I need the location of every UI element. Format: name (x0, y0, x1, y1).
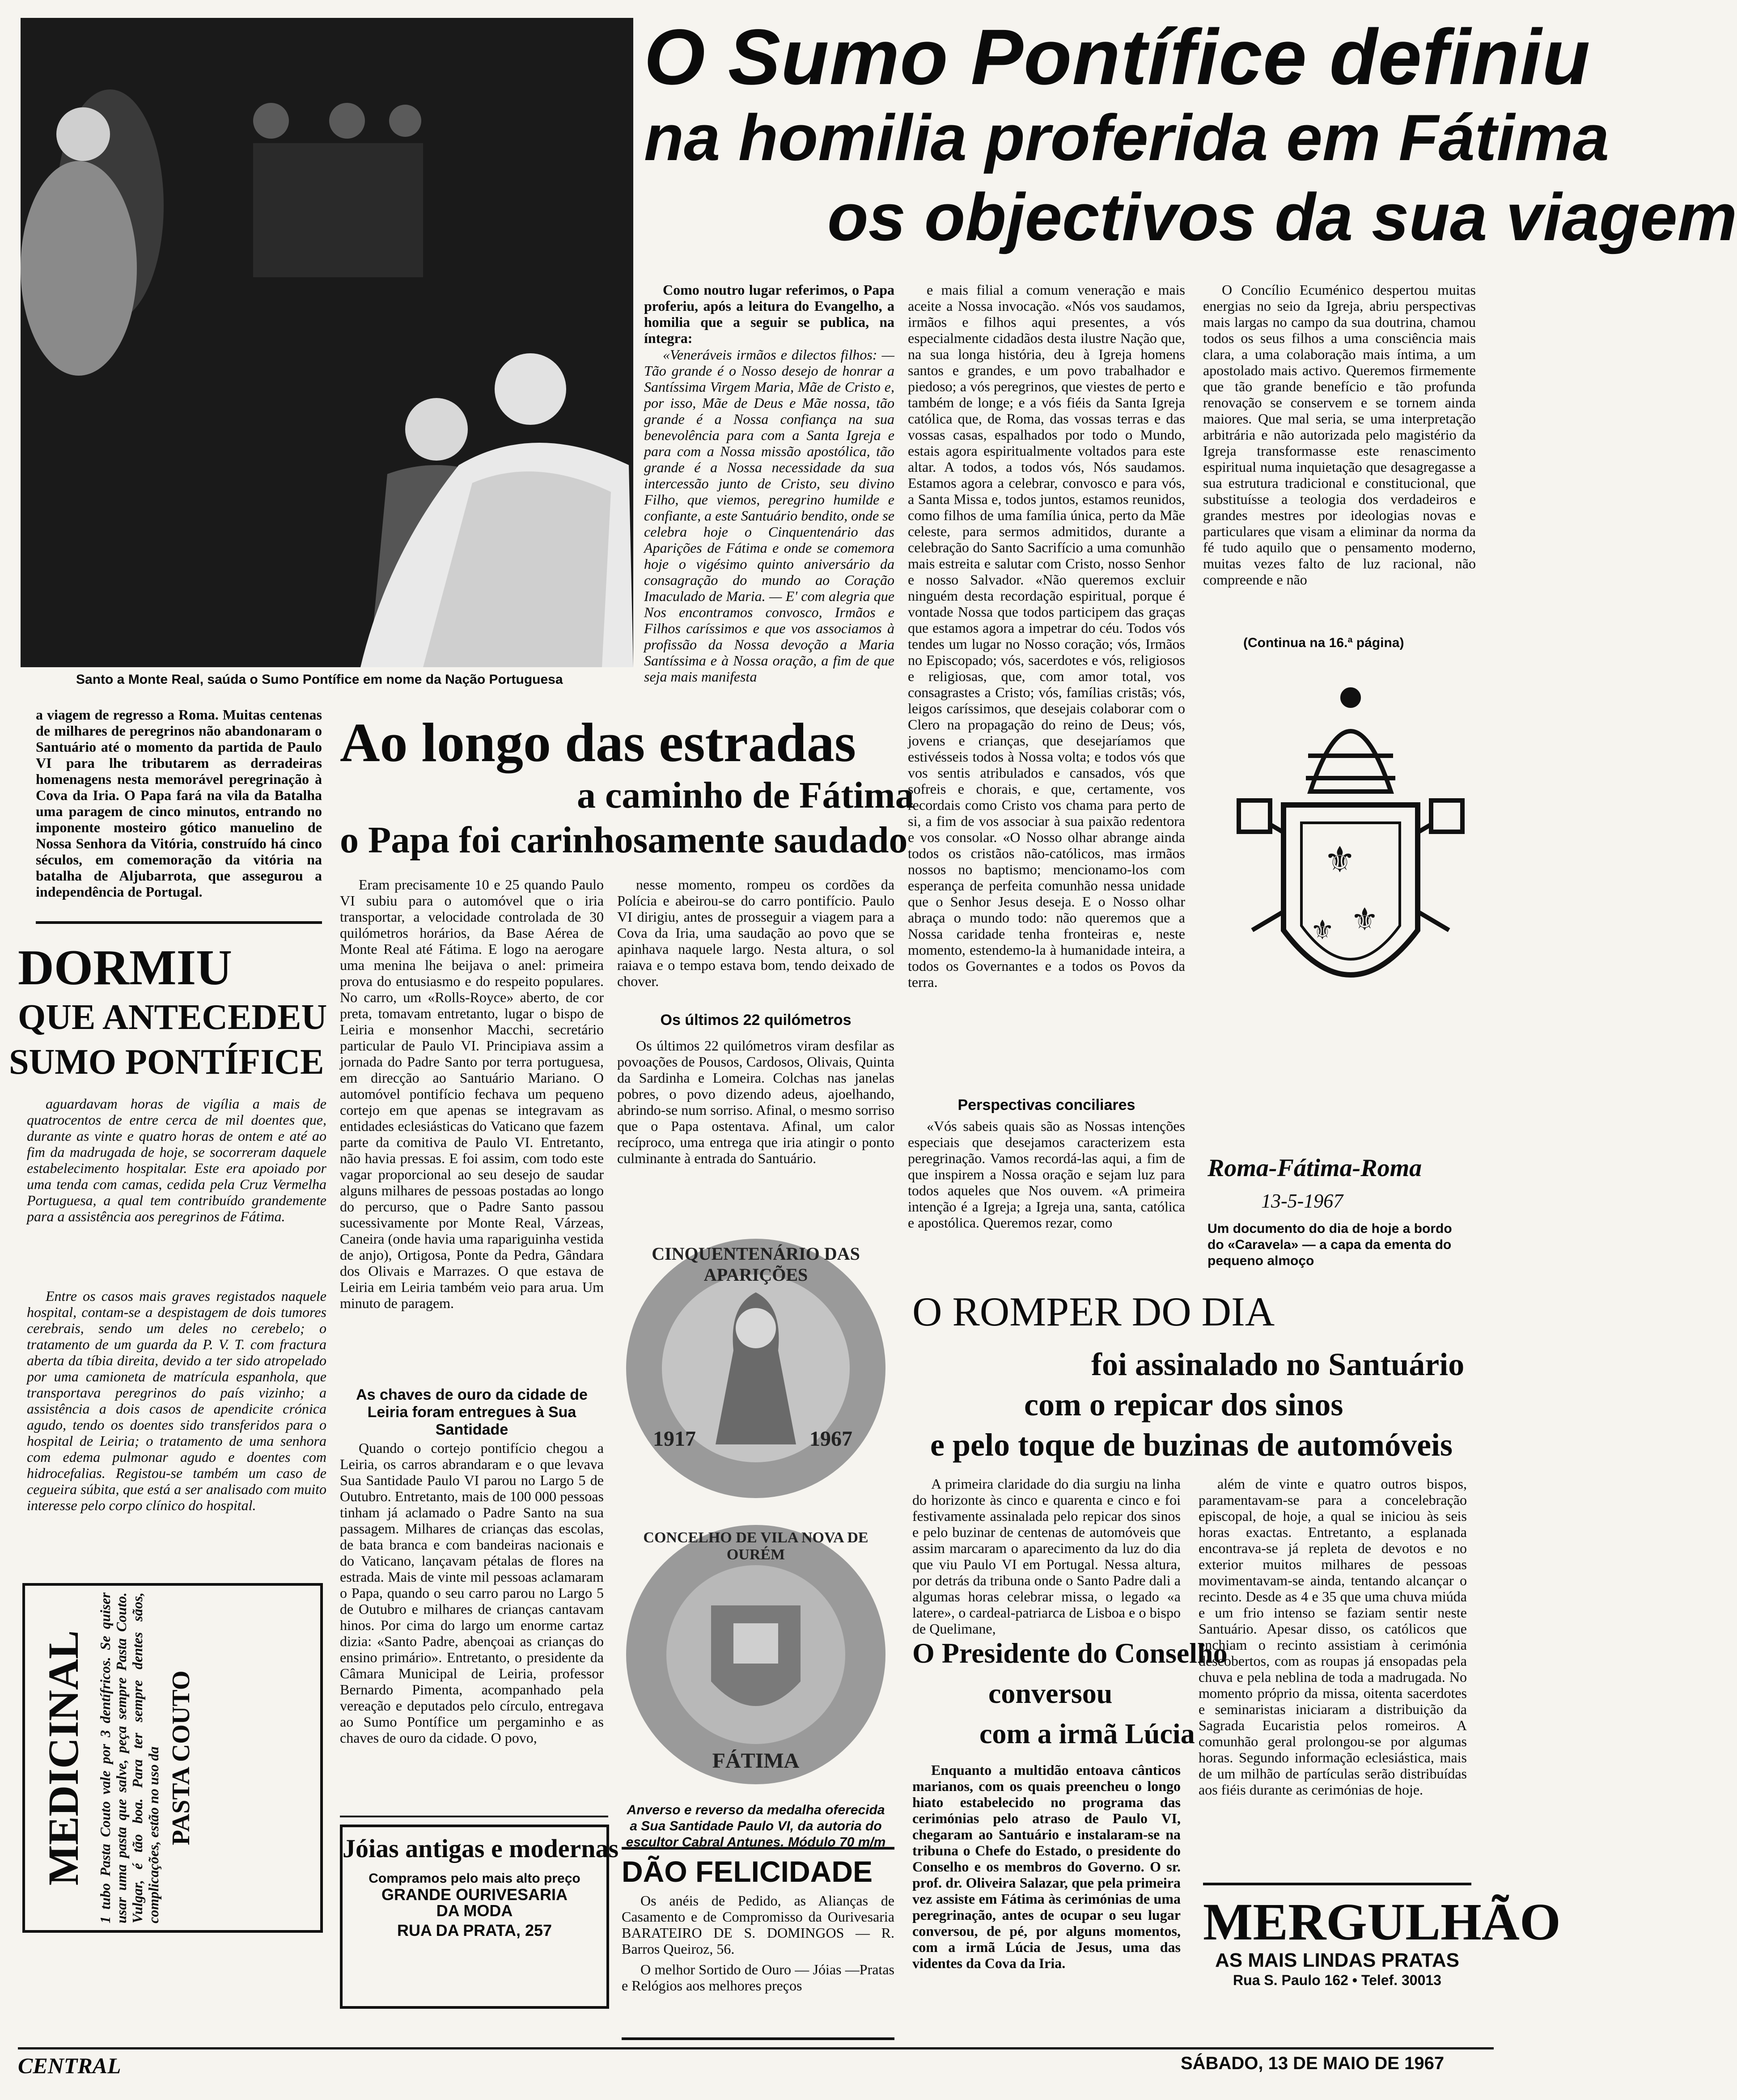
ad-medicinal-brand: PASTA COUTO (167, 1670, 195, 1846)
ad-mergulhao-line-1: AS MAIS LINDAS PRATAS (1215, 1949, 1459, 1971)
presidente-title-1: O Presidente do Conselho (912, 1637, 1228, 1669)
dormiu-line-1: DORMIU (18, 940, 233, 995)
ad-joias-line-4: RUA DA PRATA, 257 (397, 1921, 552, 1939)
estradas-km-sub: Os últimos 22 quilómetros (660, 1012, 852, 1029)
romper-title-3: com o repicar dos sinos (1024, 1387, 1343, 1423)
ad-medicinal-title: MEDICINAL (39, 1630, 87, 1886)
estradas-title-2: a caminho de Fátima (577, 775, 914, 816)
medal-year-1: 1917 (653, 1427, 696, 1451)
papal-emblem (1234, 680, 1467, 1029)
ad-dao-p2: O melhor Sortido de Ouro — Jóias —Pratas e Relógios aos melhores preços (622, 1961, 894, 1994)
menu-caption: Um documento do dia de hoje a bordo do «Caravela» — a capa da ementa do pequeno almoço (1207, 1221, 1452, 1268)
romper-title-1: O ROMPER DO DIA (912, 1289, 1275, 1334)
headline-line-3: os objectivos da sua viagem (827, 179, 1737, 254)
ad-mergulhao (1203, 1883, 1561, 2033)
presidente-text: Enquanto a multidão entoava cânticos marianos, com os quais preencheu o longo hiato estabelecido no programa das cerimónias pelo atraso de Paulo VI, chegaram ao Santuário e instalaram-se na tribuna o Chefe do Estado, o presidente do Conselho e os membros do Governo. O sr. prof. dr. Oliveira Salazar, que pela primeira vez assiste em Fátima às cerimónias de uma peregrinação, antes de ocupar o seu lugar conversou, de pé, por alguns momentos, com a irmã Lúcia de Jesus, uma das videntes da Cova da Iria. (912, 1762, 1181, 1971)
ad-dao-title: DÃO FELICIDADE (622, 1855, 873, 1888)
homily-intro: Como noutro lugar referimos, o Papa proferiu, após a leitura do Evangelho, a homilia que a seguir se publica, na íntegra: (644, 282, 894, 346)
presidente-title-3: com a irmã Lúcia (979, 1718, 1195, 1749)
presidente-title-2: conversou (988, 1677, 1113, 1709)
ad-medicinal-text: 1 tubo Pasta Couto vale por 3 dentífricos. Se quiser usar uma pasta que salve, peça sempre Pasta Couto. Vulgar, é tão boa. Para ter sempre dentes sãos, complicações, estão no uso da (97, 1592, 161, 1923)
ad-joias-line-3: DA MODA (436, 1901, 513, 1920)
dormiu-p2: Entre os casos mais graves registados naquele hospital, contam-se a despistagem de dois tumores cerebrais, sendo um deles no cerebelo; o tratamento de um guarda da P. V. T. com fractura aberta da tíbia direita, devido a ter sido atropelado por uma camioneta de matrícula espanhola, que transportava peregrinos do país vizinho; a assistência a dois casos de apendicite crónica agudo, tendo os doentes sido transferidos para o hospital de Leiria; o tratamento de uma senhora com edema pulmonar agudo e doentes com hidrocefalias. Registou-se também um caso de cegueira súbita, que está a ser analisado com muito interesse pelo corpo clínico do hospital. (27, 1288, 326, 1513)
continua-note: (Continua na 16.ª página) (1243, 635, 1404, 650)
ad-dao-felicidade (622, 1847, 894, 2040)
headline-line-1: O Sumo Pontífice definiu (644, 13, 1591, 101)
homily-subhead: Perspectivas conciliares (957, 1097, 1135, 1114)
estradas-chaves-sub: As chaves de ouro da cidade de Leiria foram entregues à Sua Santidade (356, 1386, 588, 1438)
ad-joias-title: Jóias antigas e modernas (343, 1834, 619, 1863)
ad-joias-line-1: Compramos pelo mais alto preço (369, 1871, 580, 1886)
estradas-title-1: Ao longo das estradas (340, 712, 856, 773)
romper-title-4: e pelo toque de buzinas de automóveis (930, 1427, 1453, 1463)
estradas-col-b2: Os últimos 22 quilómetros viram desfilar as povoações de Pousos, Cardosos, Olivais, Quinta da Sardinha e Lomeira. Colchas nas janelas pobres, o povo dizendo adeus, ajoelhando, abrindo-se num sorriso. Afinal, o mesmo sorriso que o Papa ostentava. Afinal, um calor recíproco, uma entrega que iria atingir o ponto culminante à entrada do Santuário. (617, 1037, 894, 1166)
papal-photo (21, 18, 633, 667)
estradas-col-b: nesse momento, rompeu os cordões da Polícia e abeirou-se do carro pontifício. Paulo VI dirigiu, antes de prosseguir a viagem para a Cova da Iria, uma saudação ao povo que se apinhava naquele largo. Nesta altura, o sol raiava e o tempo estava bom, tendo deixado de chover. (617, 876, 894, 989)
svg-text:⚜: ⚜ (1351, 901, 1379, 938)
menu-script-2: 13-5-1967 (1261, 1190, 1343, 1212)
medal-year-2: 1967 (809, 1427, 852, 1451)
medal-caption: Anverso e reverso da medalha oferecida a Sua Santidade Paulo VI, da autoria do escultor Cabral Antunes. Módulo 70 m/m (626, 1803, 886, 1850)
ad-pasta-couto (22, 1583, 323, 1933)
joias-top-rule (340, 1816, 608, 1817)
headline-line-2: na homilia proferida em Fátima (644, 101, 1610, 174)
ad-mergulhao-title: MERGULHÃO (1203, 1893, 1561, 1951)
medal-front-text: CINQUENTENÁRIO DAS APARIÇÕES (652, 1244, 860, 1285)
estradas-col-a2: Quando o cortejo pontifício chegou a Leiria, os carros abrandaram e o que levava Sua Santidade Paulo VI parou no Largo 5 de Outubro. Entretanto, mais de 100 000 pessoas tinham já aclamado o Padre Santo na sua passagem. Milhares de crianças das escolas, de bata branca e com bandeiras nacionais e do Vaticano, lançavam pétalas de flores na estrada. Mais de vinte mil pessoas aclamaram o Papa, quando o seu carro parou no Largo 5 de Outubro e milhares de crianças cantavam hinos. Por cima do largo um enorme cartaz dizia: «Santo Padre, abençoai as crianças do ensino primário». Entretanto, o presidente da Câmara Municipal de Leiria, professor Bernardo Pimenta, acompanhado pela vereação e deputados pelo círculo, entregava ao Sumo Pontífice um pergaminho e as chaves de ouro da cidade. O povo, (340, 1440, 604, 1746)
dormiu-line-2: QUE ANTECEDEU (18, 998, 327, 1037)
footer-date: SÁBADO, 13 DE MAIO DE 1967 (1181, 2053, 1445, 2073)
footer-rule (18, 2047, 1494, 2049)
medal-back-text: CONCELHO DE VILA NOVA DE OURÉM (643, 1529, 868, 1563)
ad-joias-line-2: GRANDE OURIVESARIA (381, 1885, 568, 1904)
romper-title-2: foi assinalado no Santuário (1091, 1346, 1465, 1382)
medal-back-word: FÁTIMA (712, 1749, 800, 1773)
medal-back (622, 1520, 890, 1789)
dormiu-line-3: SUMO PONTÍFICE (9, 1042, 324, 1082)
left-col-text: a viagem de regresso a Roma. Muitas centenas de milhares de peregrinos não abandonaram o Santuário até o momento da partida de Paulo VI para lhe tributarem as derradeiras homenagens nesta memorável peregrinação à Cova da Iria. O Papa fará na vila da Batalha uma paragem de cinco minutos, entrando no imponente mosteiro gótico manuelino de Nossa Senhora da Vitória, construído há cinco séculos, em comemoração da vitória na batalha de Aljubarrota, que assegurou a independência de Portugal. (36, 707, 322, 900)
dormiu-p1: aguardavam horas de vigília a mais de quatrocentos de entre cerca de mil doentes que, durante as vinte e quatro horas de ontem e até ao fim da madrugada de hoje, se socorreram daquele estabelecimento hospitalar. Este era apoiado por uma tenda com camas, cedida pela Cruz Vermelha Portuguesa, a qual tem contribuído grandemente para a assistência aos peregrinos de Fátima. (27, 1096, 326, 1224)
ad-mergulhao-line-2: Rua S. Paulo 162 • Telef. 30013 (1233, 1972, 1441, 1988)
estradas-title-3: o Papa foi carinhosamente saudado (340, 819, 908, 861)
tiara-keys-icon (1234, 680, 1467, 1029)
medal-front (622, 1234, 890, 1503)
photo-scene (21, 18, 633, 667)
menu-script-1: Roma-Fátima-Roma (1207, 1154, 1422, 1182)
left-rule-1 (36, 921, 322, 924)
ad-dao-p1: Os anéis de Pedido, as Alianças de Casamento e de Compromisso da Ourivesaria BARATEIRO DE S. DOMINGOS — R. Barros Queiroz, 56. (622, 1893, 894, 1957)
ad-joias (340, 1825, 619, 2009)
homily-col-2b: «Vós sabeis quais são as Nossas intenções especiais que desejamos caracterizem esta peregrinação. Vamos recordá-las aqui, a fim de que inspirem a Nossa oração e sejam luz para todos aqueles que Nos ouvem. «A primeira intenção é a Igreja; a Igreja una, santa, católica e apostólica. Queremos rezar, como (908, 1118, 1185, 1231)
svg-text:⚜: ⚜ (1324, 839, 1356, 881)
romper-col-a: A primeira claridade do dia surgiu na linha do horizonte às cinco e quarenta e cinco e foi festivamente assinalada pelo repicar dos sinos e pelo buzinar de centenas de automóveis que assim marcaram o aparecimento da luz do dia que viu Paulo VI em Portugal. Nessa altura, por detrás da tribuna onde o Santo Padre dali a algumas horas celebrar missa, o legado «a latere», o cardeal-patriarca de Lisboa e o bispo de Quelimane, (912, 1476, 1181, 1637)
homily-col-3: O Concílio Ecuménico despertou muitas energias no seio da Igreja, abriu perspectivas mais largas no campo da sua doutrina, chamou todos os seus filhos a uma consciência mais clara, a uma colaboração mais íntima, a um apostolado mais activo. Queremos firmemente que tão grande benefício e tão profunda renovação se conservem e se tornem ainda maiores. Que mal seria, se uma interpretação arbitrária e não autorizada pelo magistério da Igreja transformasse este renascimento espiritual numa inquietação que desagregasse a sua estrutura tradicional e constitucional, que substituísse a teologia dos verdadeiros e grandes mestres por ideologias novas e particulares que visam a eliminar da norma da fé tudo aquilo que o pensamento moderno, muitas vezes falto de luz racional, não compreende e não (1203, 282, 1476, 588)
homily-col-1: «Veneráveis irmãos e dilectos filhos: — Tão grande é o Nosso desejo de honrar a Santíssima Virgem Maria, Mãe de Cristo e, por isso, Mãe de Deus e Mãe nossa, tão grande é a Nossa confiança na sua benevolência para com a Santa Igreja e para com a Nossa missão apostólica, tão grande é a Nossa necessidade da sua intercessão junto de Cristo, seu divino Filho, que viemos, peregrino humilde e confiante, a este Santuário bendito, onde se celebra hoje o Cinquentenário das Aparições de Fátima e onde se comemora hoje o vigésimo quinto aniversário da consagração do mundo ao Coração Imaculado de Maria. — E' com alegria que Nos encontramos convosco, Irmãos e Filhos caríssimos e que vos associamos à profissão da Nossa devoção a Maria Santíssima e à Nossa oração, a fim de que seja mais manifesta (644, 347, 894, 685)
homily-col-2: e mais filial a comum veneração e mais aceite a Nossa invocação. «Nós vos saudamos, irmãos e filhos aqui presentes, a vós especialmente cidadãos desta ilustre Nação que, na sua longa história, deu à Igreja homens santos e grandes, e um povo trabalhador e piedoso; a vós peregrinos, que viestes de perto e também de longe; e a vós fiéis da Santa Igreja católica que, de Roma, das vossas terras e das vossas casas, espalhados por todo o Mundo, estais agora espiritualmente voltados para este altar. A todos, a todos vós, Nós saudamos. Estamos agora a celebrar, convosco e para vós, a Santa Missa e, todos juntos, estamos reunidos, como filhos de uma família única, perto da Mãe celeste, para sermos admitidos, durante a celebração do Santo Sacrifício a uma comunhão mais estreita e salutar com Cristo, nosso Senhor e nosso Salvador. «Não queremos excluir ninguém desta recordação espiritual, porque é vontade Nossa que todos participem das graças que estamos agora a impetrar do céu. Todos vós tendes um lugar no Nosso coração; vós, Irmãos no Episcopado; vós, sacerdotes e vós, religiosos e religiosas, que, com amor total, vos consagrastes a Cristo; vós, famílias cristãs; vós, leigos caríssimos, que desejais colaborar com o Clero na propagação do reino de Deus; vós, jovens e crianças, que desejaríamos que estivésseis todos à Nossa volta; e todos vós que vos sentis atribulados e cansados, vós que sofreis e chorais, e que, certamente, vos recordais como Cristo vos chama para perto de si, a fim de vos associar à sua paixão redentora e vos consolar. «O Nosso olhar abrange ainda todos os cristãos não-católicos, mas irmãos nossos no baptismo; mencionamo-los com esperança de perfeita comunhão nessa unidade que o Senhor Jesus deseja. E o Nosso olhar abraça o mundo todo: não queremos que a Nossa caridade tenha fronteiras e, neste momento, estendemo-la à humanidade inteira, a todos os Governantes e a todos os Povos da terra. (908, 282, 1185, 990)
photo-caption: Santo a Monte Real, saúda o Sumo Pontífice em nome da Nação Portuguesa (76, 672, 563, 687)
footer-left: CENTRAL (18, 2053, 121, 2078)
estradas-col-a: Eram precisamente 10 e 25 quando Paulo VI subiu para o automóvel que o iria transportar, a velocidade controlada de 30 quilómetros horários, da Base Aérea de Monte Real até Fátima. E logo na aerogare uma menina lhe beijava o anel: primeira prova do entusiasmo e do respeito populares. No carro, um «Rolls-Royce» aberto, de cor preta, tomavam entretanto, lugar o bispo de Leiria e monsenhor Macchi, secretário particular de Paulo VI. Principiava assim a jornada do Padre Santo por terra portuguesa, em direcção ao Santuário Mariano. O automóvel pontifício fechava um pequeno cortejo em que apenas se integravam as entidades eclesiásticas do Vaticano que fazem parte da comitiva de Paulo VI. Entretanto, não havia pressas. E foi assim, com todo este vagar proporcional ao seu desejo de saudar alguns milhares de pessoas postadas ao longo do percurso, que o Padre Santo passou sucessivamente por Monte Real, Várzeas, Caneira (onde havia uma rapariguinha vestida de anjo), Ortigosa, Ponte da Pedra, Gândara dos Olivais e Marrazes. O que estava de Leiria em Leiria também veio para arua. Um minuto de paragem. (340, 876, 604, 1311)
romper-col-b: além de vinte e quatro outros bispos, paramentavam-se para a concelebração episcopal, de hoje, a qual se iniciou às seis horas exactas. Entretanto, a esplanada encontrava-se já repleta de devotos e no exterior muitos milhares de pessoas movimentavam-se ainda, tentando alcançar o recinto. Desde as 4 e 35 que uma chuva miúda e um frio intenso se faziam sentir neste Santuário. Apesar disso, os católicos que enchiam o recinto assistiam à cerimónia descobertos, com as roupas já ensopadas pela chuva e pela neblina de toda a madrugada. No momento próprio da missa, oitenta sacerdotes e seminaristas iniciaram a distribuição da Sagrada Eucaristia pelos romeiros. A comunhão geral prolongou-se por algumas horas. Segundo informação eclesiástica, mais de um milhão de partículas serão distribuídas aos fiéis durante as cerimónias de hoje. (1199, 1476, 1467, 1798)
svg-text:⚜: ⚜ (1310, 915, 1335, 946)
